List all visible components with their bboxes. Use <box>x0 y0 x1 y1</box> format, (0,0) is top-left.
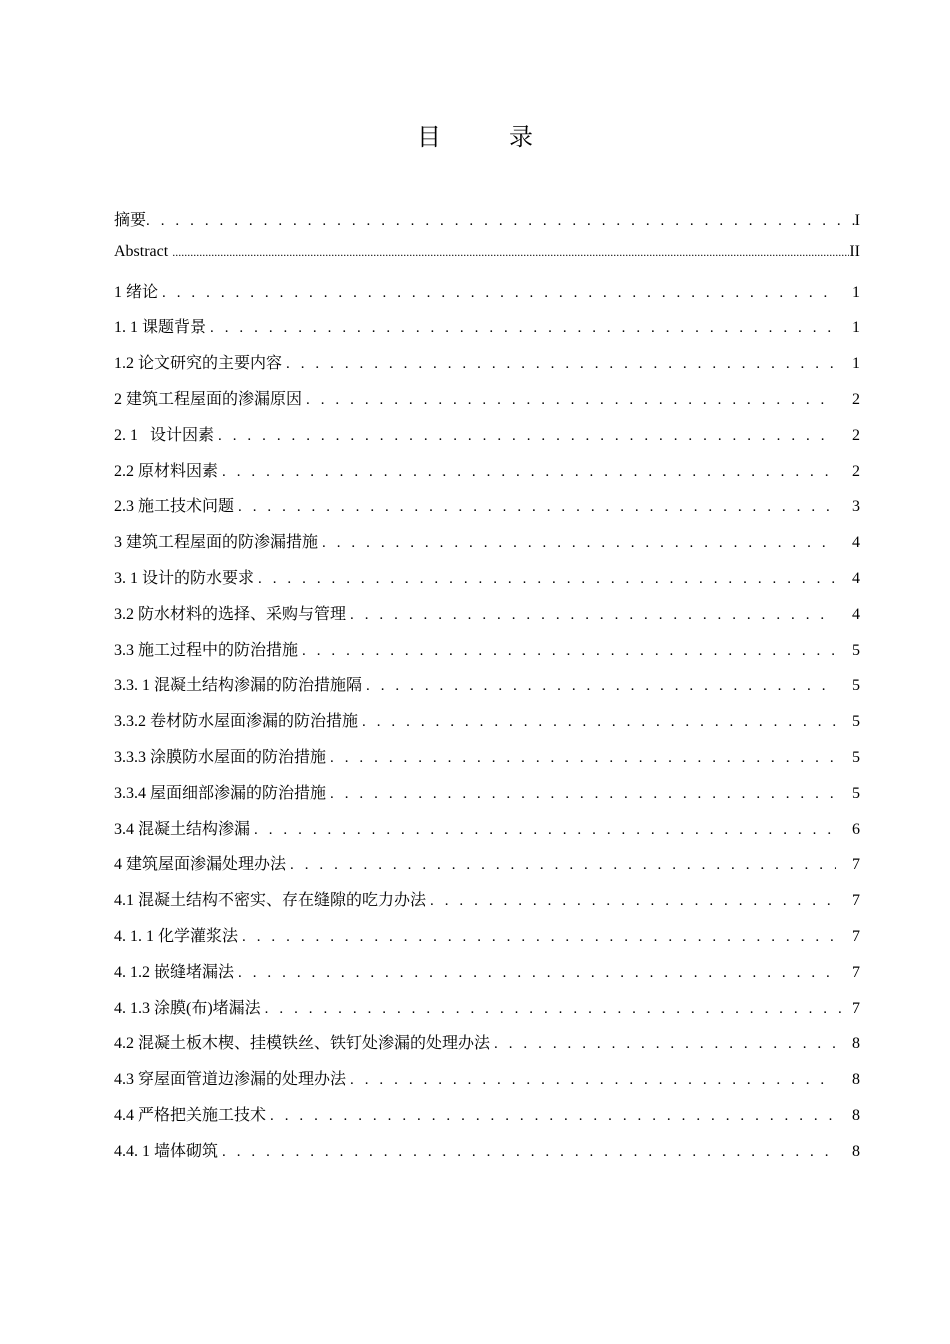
toc-entry[interactable] <box>114 1066 860 1102</box>
toc-entry-page: 4 <box>852 534 860 552</box>
toc-entry[interactable] <box>114 565 860 601</box>
toc-entry[interactable] <box>114 601 860 637</box>
toc-entry-label: 4.4. 1 墙体砌筑 <box>114 1142 219 1160</box>
toc-leader-dots <box>350 1072 836 1089</box>
toc-entry-page: 8 <box>852 1106 860 1124</box>
toc-leader-dots <box>242 929 836 946</box>
toc-entry-page: 2 <box>852 390 860 408</box>
toc-entry[interactable] <box>114 1138 860 1174</box>
toc-entry[interactable] <box>114 279 860 315</box>
toc-entry-page: 8 <box>852 1071 860 1089</box>
toc-entry-label: 3.2 防水材料的选择、采购与管理 <box>114 605 347 623</box>
toc-leader-dots <box>254 822 836 839</box>
toc-entry[interactable] <box>114 816 860 852</box>
toc-leader-dots <box>270 1108 836 1125</box>
toc-leader-dots <box>265 1001 852 1018</box>
toc-leader-dots <box>146 213 855 230</box>
toc-entry-page: 7 <box>852 999 860 1017</box>
toc-entry-page: 4 <box>852 569 860 587</box>
toc-entry-label: 4.1 混凝土结构不密实、存在缝隙的吃力办法 <box>114 892 427 910</box>
toc-entry-label: 1. 1 课题背景 <box>114 319 207 337</box>
toc-entry-label: 4.2 混凝土板木楔、挂模铁丝、铁钉处渗漏的处理办法 <box>114 1035 491 1053</box>
toc-entry[interactable] <box>114 887 860 923</box>
toc-entry-page: 5 <box>852 784 860 802</box>
toc-entry-label: 4. 1. 1 化学灌浆法 <box>114 927 239 945</box>
toc-leader-dots <box>210 320 836 337</box>
toc-entry-page: 7 <box>852 963 860 981</box>
toc-entry-page: 7 <box>852 892 860 910</box>
toc-entry-page: 3 <box>852 498 860 516</box>
toc-entry[interactable] <box>114 923 860 959</box>
toc-entry[interactable] <box>114 995 860 1031</box>
toc-entry-label: 3.3.4 屋面细部渗漏的防治措施 <box>114 784 327 802</box>
toc-entry-page: 5 <box>852 677 860 695</box>
toc-entry-label: 1 绪论 <box>114 283 159 301</box>
toc-entry-page: 4 <box>852 605 860 623</box>
toc-entry[interactable] <box>114 637 860 673</box>
toc-entry-label: 4.3 穿屋面管道边渗漏的处理办法 <box>114 1071 347 1089</box>
toc-entry[interactable] <box>114 780 860 816</box>
toc-leader-dots <box>350 607 836 624</box>
toc-leader-dots <box>494 1036 836 1053</box>
toc-entry-label: 4.4 严格把关施工技术 <box>114 1106 267 1124</box>
toc-entry-page: 1 <box>852 319 860 337</box>
toc-entry-page: 5 <box>852 713 860 731</box>
toc-entry-label: 2 建筑工程屋面的渗漏原因 <box>114 390 303 408</box>
toc-leader-dots <box>302 643 836 660</box>
toc-entry-label: 4. 1.2 嵌缝堵漏法 <box>114 963 235 981</box>
toc-entry[interactable] <box>114 529 860 565</box>
toc-entry-page: I <box>854 212 860 229</box>
toc-entry[interactable] <box>114 458 860 494</box>
toc-entry-label: 3.3. 1 混凝土结构渗漏的防治措施隔 <box>114 677 363 695</box>
toc-leader-dots <box>222 464 836 481</box>
toc-leader-dots <box>366 678 836 695</box>
toc-entry-label: Abstract <box>114 242 169 260</box>
toc-leader-dots <box>286 356 836 373</box>
toc-leader-dots <box>162 285 836 302</box>
toc-entry[interactable] <box>114 1030 860 1066</box>
toc-entry[interactable] <box>114 744 860 780</box>
toc-entry-label: 4 建筑屋面渗漏处理办法 <box>114 856 287 874</box>
toc-entry[interactable] <box>114 1102 860 1138</box>
toc-leader-dots <box>222 1144 836 1161</box>
table-of-contents <box>114 207 860 1174</box>
toc-entry[interactable] <box>114 708 860 744</box>
toc-entry[interactable] <box>114 851 860 887</box>
toc-entry-label: 3.3.3 涂膜防水屋面的防治措施 <box>114 748 327 766</box>
toc-leader-dots <box>290 857 836 874</box>
toc-entry-page: 2 <box>852 426 860 444</box>
toc-entry[interactable] <box>114 672 860 708</box>
toc-entry-page: 1 <box>852 283 860 301</box>
toc-entry[interactable] <box>114 422 860 458</box>
toc-entry-page: 6 <box>852 820 860 838</box>
toc-entry-page: 1 <box>852 355 860 373</box>
toc-entry-label: 4. 1.3 涂膜(布)堵漏法 <box>114 999 261 1017</box>
toc-entry-abstract-cn[interactable] <box>114 207 860 243</box>
toc-entry-label: 3. 1 设计的防水要求 <box>114 569 255 587</box>
toc-leader-dots <box>238 499 836 516</box>
toc-leader-dots <box>218 428 836 445</box>
toc-entry-label: 3.3.2 卷材防水屋面渗漏的防治措施 <box>114 713 359 731</box>
toc-entry-label: 摘要 <box>114 212 147 229</box>
toc-entry-page: 8 <box>852 1142 860 1160</box>
toc-entry[interactable] <box>114 493 860 529</box>
toc-entry-label: 3.3 施工过程中的防治措施 <box>114 641 299 659</box>
toc-entry-label: 3.4 混凝土结构渗漏 <box>114 820 251 838</box>
toc-entry-label: 3 建筑工程屋面的防渗漏措施 <box>114 534 319 552</box>
toc-leader-dots <box>322 535 836 552</box>
toc-leader-dots <box>330 750 836 767</box>
toc-leader-dots <box>430 893 836 910</box>
toc-leader-dots <box>362 714 836 731</box>
toc-entry[interactable] <box>114 386 860 422</box>
toc-entry-page: 5 <box>852 641 860 659</box>
toc-entry-page: 7 <box>852 927 860 945</box>
toc-entry-label: 2.3 施工技术问题 <box>114 498 235 516</box>
toc-entry-label: 2. 1 设计因素 <box>114 426 215 444</box>
toc-leader-dots <box>172 245 849 260</box>
toc-entry[interactable] <box>114 959 860 995</box>
toc-entry-label: 1.2 论文研究的主要内容 <box>114 355 283 373</box>
toc-leader-dots <box>306 392 836 409</box>
toc-entry-label: 2.2 原材料因素 <box>114 462 219 480</box>
toc-leader-dots <box>238 965 836 982</box>
toc-entry-page: 5 <box>852 748 860 766</box>
toc-entry-page: 7 <box>852 856 860 874</box>
toc-entry-abstract-en[interactable] <box>114 243 860 279</box>
toc-entry[interactable] <box>114 314 860 350</box>
toc-entry-page: 8 <box>852 1035 860 1053</box>
toc-leader-dots <box>258 571 836 588</box>
toc-entry[interactable] <box>114 350 860 386</box>
toc-entry-page: II <box>849 242 860 260</box>
toc-leader-dots <box>330 786 836 803</box>
page-title: 目 录 <box>417 125 555 151</box>
toc-entry-page: 2 <box>852 462 860 480</box>
